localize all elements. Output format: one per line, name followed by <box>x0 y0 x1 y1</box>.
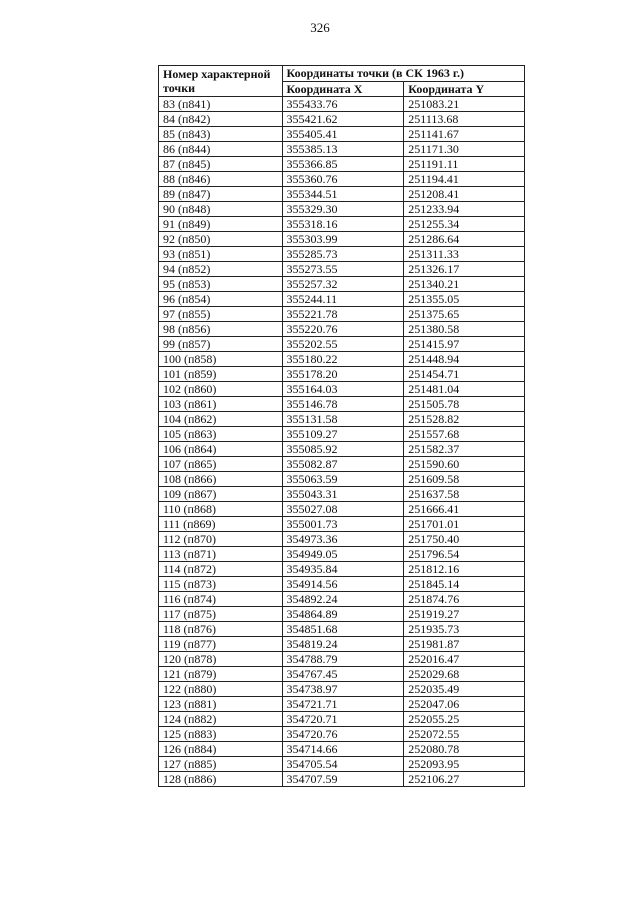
cell-coord-y: 251701.01 <box>404 517 525 532</box>
cell-coord-y: 251666.41 <box>404 502 525 517</box>
header-point-number: Номер характерной точки <box>159 66 283 97</box>
cell-point-number: 102 (п860) <box>159 382 283 397</box>
table-row <box>159 442 525 457</box>
cell-coord-y: 251874.76 <box>404 592 525 607</box>
cell-point-number: 98 (п856) <box>159 322 283 337</box>
cell-coord-x: 354721.71 <box>282 697 404 712</box>
cell-coord-x: 355273.55 <box>282 262 404 277</box>
table-row <box>159 622 525 637</box>
table-row <box>159 232 525 247</box>
cell-coord-y: 251208.41 <box>404 187 525 202</box>
table-row <box>159 397 525 412</box>
cell-point-number: 109 (п867) <box>159 487 283 502</box>
cell-point-number: 111 (п869) <box>159 517 283 532</box>
table-row <box>159 277 525 292</box>
cell-point-number: 99 (п857) <box>159 337 283 352</box>
cell-coord-x: 354892.24 <box>282 592 404 607</box>
cell-coord-x: 355043.31 <box>282 487 404 502</box>
cell-coord-y: 251113.68 <box>404 112 525 127</box>
cell-coord-y: 251448.94 <box>404 352 525 367</box>
cell-coord-x: 355202.55 <box>282 337 404 352</box>
table-row <box>159 307 525 322</box>
cell-coord-x: 355082.87 <box>282 457 404 472</box>
cell-point-number: 90 (п848) <box>159 202 283 217</box>
cell-coord-x: 354720.76 <box>282 727 404 742</box>
cell-coord-x: 355318.16 <box>282 217 404 232</box>
table-row <box>159 547 525 562</box>
cell-point-number: 107 (п865) <box>159 457 283 472</box>
cell-coord-y: 251415.97 <box>404 337 525 352</box>
cell-coord-x: 354714.66 <box>282 742 404 757</box>
cell-point-number: 96 (п854) <box>159 292 283 307</box>
cell-point-number: 113 (п871) <box>159 547 283 562</box>
cell-coord-y: 251355.05 <box>404 292 525 307</box>
table-row <box>159 742 525 757</box>
table-row <box>159 112 525 127</box>
table-body <box>159 97 525 787</box>
header-coord-x: Координата X <box>282 81 404 97</box>
cell-coord-y: 251326.17 <box>404 262 525 277</box>
cell-coord-y: 251845.14 <box>404 577 525 592</box>
cell-point-number: 97 (п855) <box>159 307 283 322</box>
header-coord-y: Координата Y <box>404 81 525 97</box>
cell-coord-y: 252055.25 <box>404 712 525 727</box>
cell-point-number: 87 (п845) <box>159 157 283 172</box>
cell-coord-x: 355178.20 <box>282 367 404 382</box>
cell-point-number: 83 (п841) <box>159 97 283 112</box>
table-row <box>159 652 525 667</box>
cell-coord-y: 252047.06 <box>404 697 525 712</box>
cell-point-number: 114 (п872) <box>159 562 283 577</box>
table-row <box>159 247 525 262</box>
table-row <box>159 127 525 142</box>
cell-point-number: 116 (п874) <box>159 592 283 607</box>
table-row <box>159 337 525 352</box>
table-row <box>159 202 525 217</box>
cell-point-number: 118 (п876) <box>159 622 283 637</box>
cell-point-number: 125 (п883) <box>159 727 283 742</box>
table-row <box>159 472 525 487</box>
cell-point-number: 86 (п844) <box>159 142 283 157</box>
cell-point-number: 117 (п875) <box>159 607 283 622</box>
cell-coord-y: 251380.58 <box>404 322 525 337</box>
cell-coord-y: 251557.68 <box>404 427 525 442</box>
table-row <box>159 367 525 382</box>
cell-coord-x: 354949.05 <box>282 547 404 562</box>
cell-point-number: 115 (п873) <box>159 577 283 592</box>
table-row <box>159 712 525 727</box>
cell-coord-y: 251141.67 <box>404 127 525 142</box>
cell-coord-x: 355366.85 <box>282 157 404 172</box>
cell-point-number: 110 (п868) <box>159 502 283 517</box>
cell-coord-y: 251171.30 <box>404 142 525 157</box>
table-header <box>159 66 525 97</box>
table-row <box>159 97 525 112</box>
cell-point-number: 126 (п884) <box>159 742 283 757</box>
table-row <box>159 562 525 577</box>
cell-coord-y: 252072.55 <box>404 727 525 742</box>
cell-coord-y: 251609.58 <box>404 472 525 487</box>
cell-coord-y: 251796.54 <box>404 547 525 562</box>
cell-point-number: 89 (п847) <box>159 187 283 202</box>
cell-coord-x: 354720.71 <box>282 712 404 727</box>
cell-coord-y: 251311.33 <box>404 247 525 262</box>
table-row <box>159 682 525 697</box>
cell-coord-y: 252093.95 <box>404 757 525 772</box>
cell-coord-y: 251919.27 <box>404 607 525 622</box>
cell-point-number: 112 (п870) <box>159 532 283 547</box>
cell-coord-x: 355109.27 <box>282 427 404 442</box>
cell-coord-y: 251233.94 <box>404 202 525 217</box>
table-row <box>159 382 525 397</box>
header-coords-group: Координаты точки (в СК 1963 г.) <box>282 66 524 82</box>
cell-coord-x: 354819.24 <box>282 637 404 652</box>
cell-point-number: 93 (п851) <box>159 247 283 262</box>
table-row <box>159 727 525 742</box>
cell-coord-x: 355421.62 <box>282 112 404 127</box>
cell-coord-x: 355385.13 <box>282 142 404 157</box>
cell-coord-y: 252106.27 <box>404 772 525 787</box>
cell-point-number: 92 (п850) <box>159 232 283 247</box>
cell-coord-y: 251340.21 <box>404 277 525 292</box>
cell-coord-x: 354935.84 <box>282 562 404 577</box>
table-row <box>159 532 525 547</box>
cell-coord-y: 251083.21 <box>404 97 525 112</box>
cell-coord-y: 251590.60 <box>404 457 525 472</box>
cell-coord-x: 355433.76 <box>282 97 404 112</box>
table-row <box>159 292 525 307</box>
cell-point-number: 100 (п858) <box>159 352 283 367</box>
cell-coord-y: 251637.58 <box>404 487 525 502</box>
cell-point-number: 123 (п881) <box>159 697 283 712</box>
cell-coord-y: 251255.34 <box>404 217 525 232</box>
cell-point-number: 106 (п864) <box>159 442 283 457</box>
cell-point-number: 127 (п885) <box>159 757 283 772</box>
cell-point-number: 121 (п879) <box>159 667 283 682</box>
cell-coord-y: 251454.71 <box>404 367 525 382</box>
cell-point-number: 128 (п886) <box>159 772 283 787</box>
cell-point-number: 94 (п852) <box>159 262 283 277</box>
cell-point-number: 104 (п862) <box>159 412 283 427</box>
cell-coord-y: 251286.64 <box>404 232 525 247</box>
cell-coord-x: 354973.36 <box>282 532 404 547</box>
table-row <box>159 607 525 622</box>
cell-coord-y: 251812.16 <box>404 562 525 577</box>
cell-coord-x: 355221.78 <box>282 307 404 322</box>
cell-coord-y: 251481.04 <box>404 382 525 397</box>
table-row <box>159 637 525 652</box>
cell-coord-x: 354851.68 <box>282 622 404 637</box>
cell-coord-y: 251981.87 <box>404 637 525 652</box>
cell-coord-x: 354705.54 <box>282 757 404 772</box>
cell-point-number: 101 (п859) <box>159 367 283 382</box>
cell-point-number: 85 (п843) <box>159 127 283 142</box>
cell-point-number: 84 (п842) <box>159 112 283 127</box>
table-row <box>159 457 525 472</box>
cell-coord-x: 355405.41 <box>282 127 404 142</box>
table-row <box>159 427 525 442</box>
cell-coord-y: 251750.40 <box>404 532 525 547</box>
header-row-top <box>159 66 525 82</box>
table-row <box>159 187 525 202</box>
cell-point-number: 105 (п863) <box>159 427 283 442</box>
cell-coord-x: 355180.22 <box>282 352 404 367</box>
cell-coord-y: 252016.47 <box>404 652 525 667</box>
table-row <box>159 697 525 712</box>
cell-coord-x: 354738.97 <box>282 682 404 697</box>
table-row <box>159 172 525 187</box>
cell-coord-x: 355220.76 <box>282 322 404 337</box>
cell-point-number: 119 (п877) <box>159 637 283 652</box>
cell-coord-x: 354767.45 <box>282 667 404 682</box>
cell-coord-y: 251935.73 <box>404 622 525 637</box>
cell-coord-y: 251528.82 <box>404 412 525 427</box>
cell-point-number: 91 (п849) <box>159 217 283 232</box>
cell-coord-x: 355244.11 <box>282 292 404 307</box>
cell-coord-x: 355360.76 <box>282 172 404 187</box>
table-row <box>159 517 525 532</box>
cell-coord-x: 355085.92 <box>282 442 404 457</box>
cell-coord-x: 355344.51 <box>282 187 404 202</box>
cell-coord-x: 355027.08 <box>282 502 404 517</box>
cell-coord-y: 252080.78 <box>404 742 525 757</box>
table-row <box>159 502 525 517</box>
cell-coord-x: 354788.79 <box>282 652 404 667</box>
cell-coord-x: 355063.59 <box>282 472 404 487</box>
cell-coord-y: 251194.41 <box>404 172 525 187</box>
cell-coord-x: 355303.99 <box>282 232 404 247</box>
cell-coord-y: 251582.37 <box>404 442 525 457</box>
table-row <box>159 217 525 232</box>
table-row <box>159 157 525 172</box>
table-row <box>159 757 525 772</box>
cell-coord-y: 252035.49 <box>404 682 525 697</box>
coordinates-table <box>158 65 525 787</box>
table-row <box>159 352 525 367</box>
table-row <box>159 667 525 682</box>
cell-point-number: 103 (п861) <box>159 397 283 412</box>
cell-coord-y: 251191.11 <box>404 157 525 172</box>
cell-point-number: 124 (п882) <box>159 712 283 727</box>
cell-coord-x: 355257.32 <box>282 277 404 292</box>
table-row <box>159 322 525 337</box>
cell-point-number: 95 (п853) <box>159 277 283 292</box>
cell-point-number: 120 (п878) <box>159 652 283 667</box>
cell-coord-x: 354864.89 <box>282 607 404 622</box>
table-row <box>159 262 525 277</box>
cell-point-number: 88 (п846) <box>159 172 283 187</box>
cell-point-number: 122 (п880) <box>159 682 283 697</box>
page-number: 326 <box>310 20 330 35</box>
cell-point-number: 108 (п866) <box>159 472 283 487</box>
cell-coord-y: 252029.68 <box>404 667 525 682</box>
cell-coord-x: 355285.73 <box>282 247 404 262</box>
cell-coord-x: 355329.30 <box>282 202 404 217</box>
table-row <box>159 772 525 787</box>
cell-coord-y: 251375.65 <box>404 307 525 322</box>
cell-coord-x: 355001.73 <box>282 517 404 532</box>
cell-coord-y: 251505.78 <box>404 397 525 412</box>
cell-coord-x: 354707.59 <box>282 772 404 787</box>
cell-coord-x: 355131.58 <box>282 412 404 427</box>
table-row <box>159 412 525 427</box>
table-row <box>159 592 525 607</box>
table-row <box>159 487 525 502</box>
cell-coord-x: 354914.56 <box>282 577 404 592</box>
cell-coord-x: 355146.78 <box>282 397 404 412</box>
table-row <box>159 577 525 592</box>
cell-coord-x: 355164.03 <box>282 382 404 397</box>
table-row <box>159 142 525 157</box>
